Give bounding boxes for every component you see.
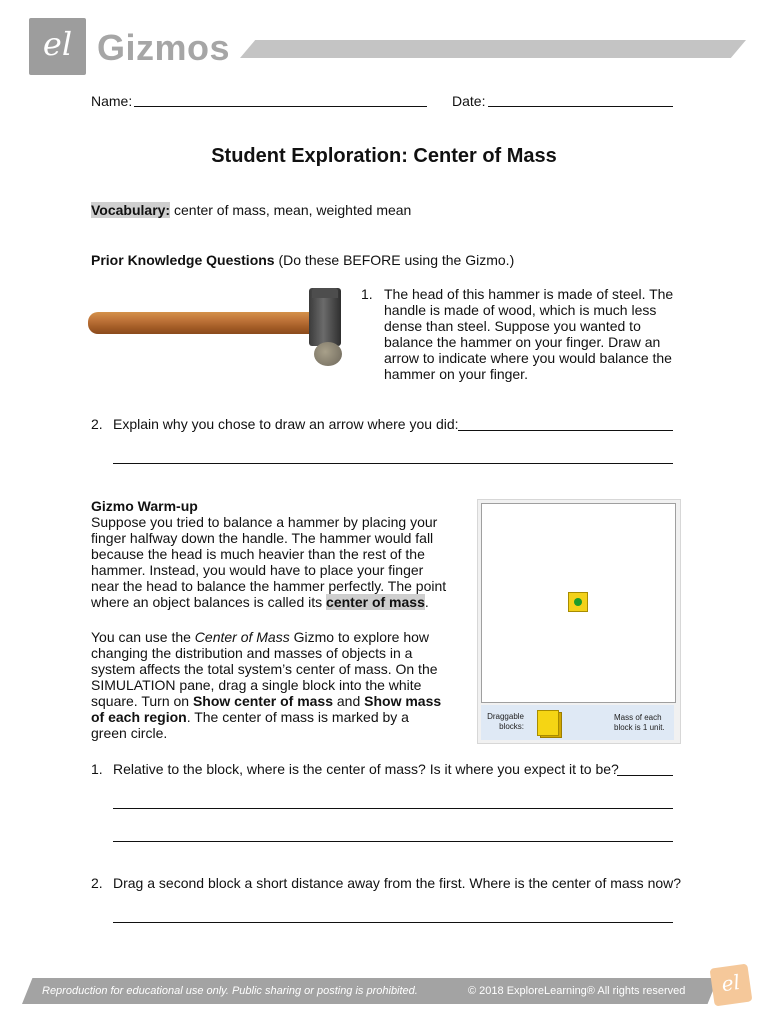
prior-knowledge-note: (Do these BEFORE using the Gizmo.)	[274, 252, 515, 268]
footer-notice: Reproduction for educational use only. Public sharing or posting is prohibited.	[42, 985, 418, 997]
answer-line[interactable]	[617, 775, 673, 776]
warmup-question-2-number: 2.	[91, 875, 103, 891]
answer-line[interactable]	[458, 430, 673, 431]
brand-name: Gizmos	[97, 27, 231, 68]
warmup-question-1-number: 1.	[91, 761, 103, 777]
answer-line[interactable]	[113, 808, 673, 809]
page-title: Student Exploration: Center of Mass	[211, 145, 557, 167]
warmup-p2-d: . The center of mass is marked by a green circle.	[91, 709, 409, 741]
hammer-face	[314, 342, 342, 366]
gizmo-name: Center of Mass	[194, 629, 290, 645]
footer-logo	[710, 964, 753, 1007]
prior-knowledge-heading	[91, 252, 514, 268]
warmup-question-2-text: Drag a second block a short distance away from the first. Where is the center of mass now?	[113, 875, 682, 891]
center-of-mass-marker	[574, 598, 582, 606]
vocabulary-label: Vocabulary:	[91, 202, 171, 218]
footer-logo-text: el	[720, 969, 742, 997]
answer-line[interactable]	[113, 463, 673, 464]
hammer-top	[312, 288, 338, 298]
answer-line[interactable]	[113, 841, 673, 842]
warmup-p2-b: Gizmo to explore how changing the distribution and masses of objects in a system affects the total system’s center of mass. On the SIMULATION pane, drag a single block into the white square. Turn on	[91, 629, 438, 709]
center-of-mass-term: center of mass	[326, 594, 425, 610]
question-2-text: Explain why you chose to draw an arrow where you did:	[113, 416, 459, 432]
draggable-block[interactable]	[537, 710, 559, 736]
vocabulary	[91, 202, 411, 218]
warmup-paragraph-2	[91, 629, 447, 741]
date-label: Date:	[452, 93, 486, 109]
warmup-p1-end: .	[424, 594, 429, 610]
prior-knowledge-title: Prior Knowledge Questions	[91, 252, 275, 268]
warmup-p2-c: and	[333, 693, 365, 709]
header-bar	[240, 40, 746, 58]
question-1-number: 1.	[361, 286, 373, 302]
tray-label: Draggable blocks:	[487, 712, 524, 731]
hammer-handle	[88, 312, 326, 334]
show-mass-term: Show mass of each region	[91, 693, 442, 725]
logo-text: el	[42, 25, 73, 63]
warmup-paragraph-1	[91, 514, 447, 610]
warmup-question-1-text: Relative to the block, where is the center of mass? Is it where you expect it to be?	[113, 761, 619, 777]
warmup-p2-a: You can use the	[91, 629, 195, 645]
explorelearning-logo	[29, 18, 86, 75]
footer-copyright: © 2018 ExploreLearning® All rights reserved	[468, 985, 686, 997]
date-field[interactable]	[488, 106, 673, 107]
question-1-text: The head of this hammer is made of steel. The handle is made of wood, which is much less dense than steel. Suppose you wanted to balance the hammer on your finger. Draw an arrow to indicate where you would balance the hammer on your finger.	[384, 286, 674, 382]
name-label: Name:	[91, 93, 133, 109]
name-field[interactable]	[134, 106, 427, 107]
show-center-of-mass-term: Show center of mass	[192, 693, 333, 709]
vocabulary-text: center of mass, mean, weighted mean	[170, 202, 412, 218]
answer-line[interactable]	[113, 922, 673, 923]
tray-note: Mass of each block is 1 unit.	[614, 713, 665, 732]
warmup-p1-text: Suppose you tried to balance a hammer by placing your finger halfway down the handle. The hammer would fall because the head is much heavier than the rest of the hammer. Instead, you would have to place your finger near the head to balance the hammer perfectly. The point where an object balances is called its	[91, 514, 447, 610]
warmup-heading: Gizmo Warm-up	[91, 498, 198, 514]
question-2-number: 2.	[91, 416, 103, 432]
